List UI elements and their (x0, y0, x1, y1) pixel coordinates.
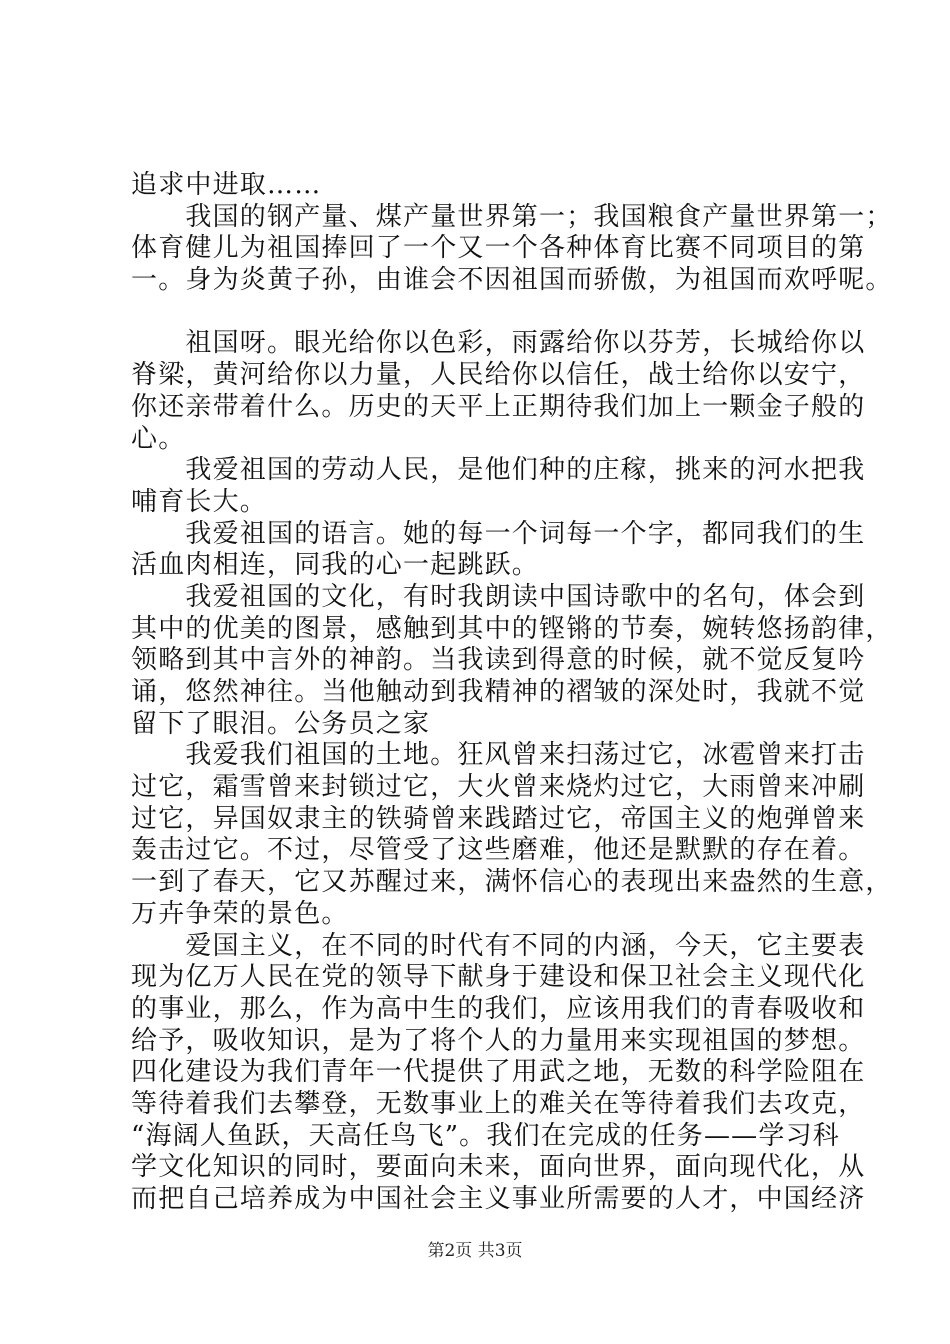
text-line: 万卉争荣的景色。 (131, 898, 349, 929)
text-line: 脊梁，黄河给你以力量，人民给你以信任，战士给你以安宁， (131, 360, 866, 391)
text-line: 其中的优美的图景，感触到其中的铿锵的节奏，婉转悠扬韵律， (131, 613, 893, 644)
text-line: 我爱祖国的文化，有时我朗读中国诗歌中的名句，体会到 (131, 581, 866, 612)
text-line: 活血肉相连，同我的心一起跳跃。 (131, 550, 540, 581)
text-line: 你还亲带着什么。历史的天平上正期待我们加上一颗金子般的 (131, 391, 866, 422)
text-line: 过它，异国奴隶主的铁骑曾来践踏过它，帝国主义的炮弹曾来 (131, 803, 866, 834)
text-line: 诵，悠然神往。当他触动到我精神的褶皱的深处时，我就不觉 (131, 677, 866, 707)
text-line: 过它，霜雪曾来封锁过它，大火曾来烧灼过它，大雨曾来冲刷 (131, 772, 866, 803)
text-line: 一。身为炎黄子孙，由谁会不因祖国而骄傲，为祖国而欢呼呢。 (131, 265, 893, 296)
text-line: 的事业，那么，作为高中生的我们，应该用我们的青春吸收和 (131, 993, 866, 1024)
text-line: 一到了春天，它又苏醒过来，满怀信心的表现出来盎然的生意， (131, 867, 893, 898)
text-line: 给予，吸收知识，是为了将个人的力量用来实现祖国的梦想。 (131, 1025, 866, 1056)
text-line: 领略到其中言外的神韵。当我读到得意的时候，就不觉反复吟 (131, 645, 866, 676)
document-body (131, 170, 893, 1216)
text-line: 追求中进取…… (131, 170, 322, 200)
text-line: 我爱祖国的劳动人民，是他们种的庄稼，挑来的河水把我 (131, 455, 866, 486)
text-line: 轰击过它。不过，尽管受了这些磨难，他还是默默的存在着。 (131, 835, 866, 866)
text-line: 我爱祖国的语言。她的每一个词每一个字，都同我们的生 (131, 518, 866, 549)
text-line: 留下了眼泪。公务员之家 (131, 708, 431, 739)
text-line: 体育健儿为祖国捧回了一个又一个各种体育比赛不同项目的第 (131, 233, 866, 264)
text-line: 我爱我们祖国的土地。狂风曾来扫荡过它，冰雹曾来打击 (131, 740, 866, 771)
text-line: 爱国主义，在不同的时代有不同的内涵，今天，它主要表 (131, 930, 866, 961)
page-number-footer: 第2页 共3页 (427, 1241, 523, 1261)
text-line: “海阔人鱼跃，天高任鸟飞”。我们在完成的任务——学习科 (131, 1120, 840, 1151)
text-line: 我国的钢产量、煤产量世界第一；我国粮食产量世界第一； (131, 201, 893, 232)
text-line: 哺育长大。 (131, 486, 268, 517)
text-line: 四化建设为我们青年一代提供了用武之地，无数的科学险阻在 (131, 1057, 866, 1088)
text-line: 心。 (131, 423, 186, 454)
text-line: 现为亿万人民在党的领导下献身于建设和保卫社会主义现代化 (131, 962, 866, 993)
text-line: 祖国呀。眼光给你以色彩，雨露给你以芬芳，长城给你以 (131, 328, 866, 359)
text-line: 而把自己培养成为中国社会主义事业所需要的人才，中国经济 (131, 1184, 866, 1214)
paragraph-gap (131, 297, 841, 329)
text-line: 学文化知识的同时，要面向未来，面向世界，面向现代化，从 (131, 1152, 866, 1183)
text-line: 等待着我们去攀登，无数事业上的难关在等待着我们去攻克， (131, 1088, 866, 1119)
